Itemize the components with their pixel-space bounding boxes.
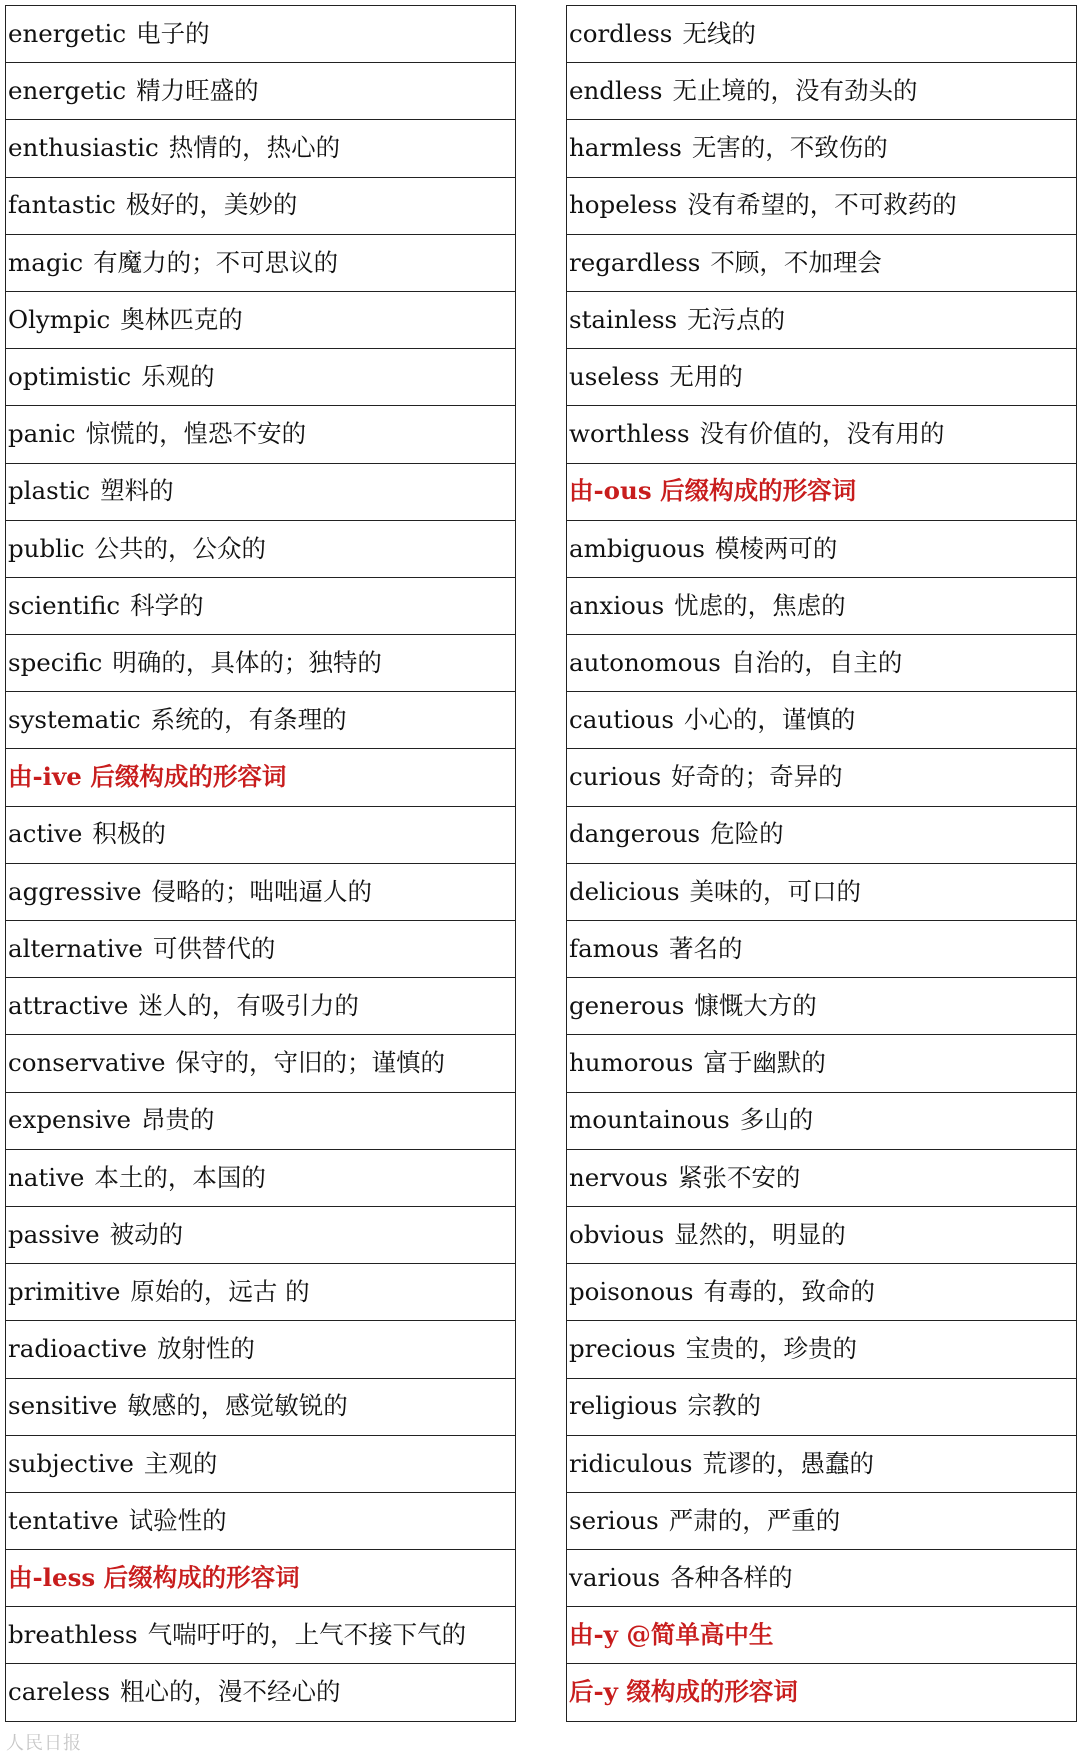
chinese-meaning: 明确的，具体的；独特的 — [112, 647, 382, 677]
vocab-cell — [567, 1092, 1077, 1149]
english-word: conservative — [8, 1048, 166, 1078]
vocab-cell — [6, 177, 516, 234]
vocab-cell — [567, 1206, 1077, 1263]
vocab-row — [6, 291, 516, 348]
chinese-meaning: 著名的 — [669, 933, 743, 963]
chinese-meaning: 主观的 — [143, 1448, 218, 1478]
vocab-cell — [567, 1435, 1077, 1492]
vocab-cell — [567, 1378, 1077, 1435]
chinese-meaning: 忧虑的，焦虑的 — [674, 590, 846, 620]
vocab-cell — [567, 921, 1077, 978]
chinese-meaning: 精力旺盛的 — [136, 76, 259, 106]
vocab-row — [6, 1492, 516, 1549]
chinese-meaning: 无用的 — [669, 361, 743, 391]
chinese-meaning: 系统的，有条理的 — [150, 705, 347, 735]
vocab-cell — [567, 6, 1077, 63]
chinese-meaning: 奥林匹克的 — [120, 304, 243, 334]
chinese-meaning: 自治的，自主的 — [730, 647, 903, 677]
section-header-row — [567, 463, 1077, 520]
chinese-meaning: 富于幽默的 — [703, 1048, 826, 1078]
english-word: scientific — [8, 590, 121, 620]
vocab-cell — [567, 692, 1077, 749]
english-word: active — [8, 819, 83, 849]
vocab-row — [567, 1378, 1077, 1435]
vocab-cell — [6, 1206, 516, 1263]
chinese-meaning: 紧张不安的 — [677, 1162, 801, 1192]
english-word: various — [569, 1562, 661, 1592]
english-word: expensive — [8, 1105, 132, 1135]
chinese-meaning: 严肃的，严重的 — [668, 1505, 841, 1535]
chinese-meaning: 好奇的；奇异的 — [671, 762, 843, 792]
vocab-row — [567, 6, 1077, 63]
vocab-row — [6, 1664, 516, 1721]
english-word: aggressive — [8, 876, 142, 906]
english-word: autonomous — [569, 647, 721, 677]
vocab-cell — [6, 463, 516, 520]
vocab-cell — [567, 63, 1077, 120]
chinese-meaning: 显然的，明显的 — [674, 1219, 846, 1249]
vocab-cell — [6, 806, 516, 863]
chinese-meaning: 极好的，美妙的 — [125, 190, 298, 220]
vocab-cell — [6, 349, 516, 406]
english-word: worthless — [569, 419, 690, 449]
vocab-row — [567, 749, 1077, 806]
vocab-cell — [567, 120, 1077, 177]
vocab-row — [567, 692, 1077, 749]
vocab-cell — [567, 406, 1077, 463]
vocab-row — [6, 463, 516, 520]
chinese-meaning: 放射性的 — [156, 1334, 255, 1364]
chinese-meaning: 慷慨大方的 — [694, 991, 817, 1021]
chinese-meaning: 原始的，远古 的 — [130, 1276, 310, 1306]
vocab-row — [567, 1492, 1077, 1549]
vocab-cell — [567, 1492, 1077, 1549]
section-header: 由-ous 后缀构成的形容词 — [567, 463, 1077, 520]
chinese-meaning: 各种各样的 — [670, 1562, 793, 1592]
vocab-row — [567, 1435, 1077, 1492]
vocab-row — [567, 1321, 1077, 1378]
vocab-row — [6, 921, 516, 978]
english-word: endless — [569, 76, 663, 106]
watermark-text: 人民日报 — [6, 1733, 82, 1754]
vocab-row — [6, 577, 516, 634]
vocab-cell — [6, 120, 516, 177]
english-word: energetic — [8, 76, 127, 106]
chinese-meaning: 无污点的 — [687, 304, 786, 334]
vocab-row — [6, 635, 516, 692]
english-word: Olympic — [8, 304, 111, 334]
english-word: alternative — [8, 933, 143, 963]
vocab-row — [6, 349, 516, 406]
vocab-row — [567, 120, 1077, 177]
english-word: nervous — [569, 1162, 668, 1192]
vocab-table-right — [566, 5, 1077, 1722]
vocab-cell — [6, 1092, 516, 1149]
english-word: subjective — [8, 1448, 134, 1478]
english-word: plastic — [8, 476, 91, 506]
vocab-cell — [567, 577, 1077, 634]
vocab-row — [6, 863, 516, 920]
section-header: 由-less 后缀构成的形容词 — [6, 1550, 516, 1607]
vocab-row — [567, 921, 1077, 978]
vocab-cell — [567, 863, 1077, 920]
chinese-meaning: 科学的 — [130, 590, 204, 620]
english-word: curious — [569, 762, 662, 792]
vocab-row — [6, 806, 516, 863]
english-word: regardless — [569, 247, 701, 277]
vocab-cell — [567, 520, 1077, 577]
vocab-row — [567, 520, 1077, 577]
vocab-cell — [6, 520, 516, 577]
vocab-row — [6, 6, 516, 63]
chinese-meaning: 侵略的；咄咄逼人的 — [151, 876, 373, 906]
vocab-cell — [567, 1264, 1077, 1321]
vocab-row — [567, 234, 1077, 291]
english-word: specific — [8, 647, 103, 677]
english-word: poisonous — [569, 1276, 694, 1306]
vocab-cell — [6, 1035, 516, 1092]
english-word: harmless — [569, 133, 682, 163]
vocab-row — [6, 406, 516, 463]
vocab-row — [6, 1378, 516, 1435]
chinese-meaning: 没有希望的，不可救药的 — [687, 190, 957, 220]
vocab-cell — [567, 291, 1077, 348]
chinese-meaning: 荒谬的，愚蠢的 — [702, 1448, 875, 1478]
vocab-cell — [6, 291, 516, 348]
english-word: tentative — [8, 1505, 119, 1535]
vocab-row — [6, 692, 516, 749]
chinese-meaning: 被动的 — [109, 1219, 184, 1249]
chinese-meaning: 模棱两可的 — [714, 533, 838, 563]
vocab-cell — [567, 1550, 1077, 1607]
english-word: cordless — [569, 18, 673, 48]
chinese-meaning: 没有价值的，没有用的 — [699, 419, 945, 449]
english-word: primitive — [8, 1276, 121, 1306]
vocab-row — [567, 177, 1077, 234]
section-header-row — [6, 1550, 516, 1607]
vocab-cell — [6, 1664, 516, 1721]
vocab-cell — [6, 1321, 516, 1378]
chinese-meaning: 本土的，本国的 — [94, 1162, 266, 1192]
vocab-row — [567, 577, 1077, 634]
chinese-meaning: 无线的 — [682, 18, 756, 48]
vocab-cell — [6, 1607, 516, 1664]
vocab-row — [567, 406, 1077, 463]
english-word: religious — [569, 1391, 678, 1421]
vocab-row — [567, 63, 1077, 120]
vocab-row — [567, 1035, 1077, 1092]
vocab-cell — [6, 692, 516, 749]
vocab-cell — [6, 1492, 516, 1549]
chinese-meaning: 电子的 — [136, 18, 210, 48]
english-word: precious — [569, 1334, 676, 1364]
english-word: sensitive — [8, 1391, 118, 1421]
english-word: energetic — [8, 18, 127, 48]
chinese-meaning: 多山的 — [739, 1105, 814, 1135]
chinese-meaning: 无害的，不致伤的 — [691, 133, 888, 163]
english-word: humorous — [569, 1048, 694, 1078]
vocab-row — [6, 234, 516, 291]
chinese-meaning: 宗教的 — [687, 1391, 762, 1421]
vocab-cell — [6, 1149, 516, 1206]
vocab-cell — [567, 806, 1077, 863]
vocab-row — [6, 978, 516, 1035]
vocab-cell — [6, 406, 516, 463]
vocab-cell — [567, 1321, 1077, 1378]
chinese-meaning: 宝贵的，珍贵的 — [685, 1334, 858, 1364]
chinese-meaning: 粗心的，漫不经心的 — [120, 1677, 341, 1707]
vocab-cell — [6, 978, 516, 1035]
chinese-meaning: 可供替代的 — [152, 933, 276, 963]
english-word: native — [8, 1162, 85, 1192]
english-word: public — [8, 533, 85, 563]
vocab-cell — [567, 749, 1077, 806]
chinese-meaning: 积极的 — [92, 819, 166, 849]
vocab-cell — [6, 635, 516, 692]
vocab-cell — [567, 635, 1077, 692]
english-word: radioactive — [8, 1334, 147, 1364]
english-word: stainless — [569, 304, 678, 334]
vocab-cell — [6, 1435, 516, 1492]
section-header: 由-ive 后缀构成的形容词 — [6, 749, 516, 806]
vocab-cell — [567, 1149, 1077, 1206]
english-word: systematic — [8, 705, 141, 735]
vocab-table-left — [5, 5, 516, 1722]
english-word: hopeless — [569, 190, 678, 220]
vocabulary-sheet — [5, 5, 1075, 1755]
vocab-row — [567, 806, 1077, 863]
chinese-meaning: 气喘吁吁的，上气不接下气的 — [147, 1620, 467, 1650]
vocab-row — [567, 1149, 1077, 1206]
english-word: attractive — [8, 991, 129, 1021]
chinese-meaning: 小心的，谨慎的 — [683, 705, 856, 735]
vocab-row — [567, 1092, 1077, 1149]
chinese-meaning: 不顾，不加理会 — [710, 247, 882, 277]
english-word: anxious — [569, 590, 665, 620]
vocab-row — [567, 291, 1077, 348]
english-word: optimistic — [8, 361, 132, 391]
vocab-row — [6, 1264, 516, 1321]
vocab-cell — [567, 978, 1077, 1035]
chinese-meaning: 昂贵的 — [141, 1105, 215, 1135]
vocab-row — [567, 635, 1077, 692]
chinese-meaning: 试验性的 — [128, 1505, 227, 1535]
vocab-cell — [6, 63, 516, 120]
chinese-meaning: 危险的 — [710, 819, 784, 849]
chinese-meaning: 迷人的，有吸引力的 — [138, 991, 359, 1021]
english-word: magic — [8, 247, 84, 277]
chinese-meaning: 美味的，可口的 — [689, 876, 862, 906]
section-header: 由-y @简单高中生 — [567, 1607, 1077, 1664]
vocab-row — [567, 978, 1077, 1035]
chinese-meaning: 保守的，守旧的；谨慎的 — [175, 1048, 446, 1078]
vocab-cell — [6, 921, 516, 978]
vocab-cell — [567, 1035, 1077, 1092]
vocab-row — [6, 63, 516, 120]
chinese-meaning: 公共的，公众的 — [94, 533, 267, 563]
chinese-meaning: 塑料的 — [100, 476, 174, 506]
section-header-row — [6, 749, 516, 806]
vocab-row — [6, 177, 516, 234]
chinese-meaning: 有毒的，致命的 — [703, 1276, 875, 1306]
chinese-meaning: 乐观的 — [141, 361, 215, 391]
vocab-cell — [6, 863, 516, 920]
english-word: ridiculous — [569, 1448, 693, 1478]
vocab-cell — [567, 177, 1077, 234]
vocab-cell — [6, 577, 516, 634]
english-word: useless — [569, 361, 660, 391]
vocab-cell — [6, 6, 516, 63]
vocab-row — [567, 1550, 1077, 1607]
english-word: obvious — [569, 1219, 665, 1249]
vocab-row — [6, 520, 516, 577]
vocab-row — [6, 1092, 516, 1149]
vocab-row — [567, 1264, 1077, 1321]
chinese-meaning: 无止境的，没有劲头的 — [672, 76, 918, 106]
vocab-row — [6, 1321, 516, 1378]
english-word: serious — [569, 1505, 659, 1535]
english-word: famous — [569, 933, 660, 963]
vocab-row — [6, 1435, 516, 1492]
english-word: enthusiastic — [8, 133, 159, 163]
vocab-row — [6, 1035, 516, 1092]
vocab-cell — [6, 1264, 516, 1321]
chinese-meaning: 惊慌的，惶恐不安的 — [85, 419, 307, 449]
vocab-row — [6, 1149, 516, 1206]
vocab-row — [6, 120, 516, 177]
vocab-cell — [6, 234, 516, 291]
english-word: ambiguous — [569, 533, 705, 563]
english-word: delicious — [569, 876, 680, 906]
vocab-row — [567, 1206, 1077, 1263]
english-word: mountainous — [569, 1105, 730, 1135]
chinese-meaning: 热情的，热心的 — [168, 133, 341, 163]
english-word: dangerous — [569, 819, 701, 849]
english-word: fantastic — [8, 190, 116, 220]
vocab-row — [6, 1607, 516, 1664]
english-word: cautious — [569, 705, 674, 735]
vocab-row — [6, 1206, 516, 1263]
chinese-meaning: 有魔力的；不可思议的 — [93, 247, 339, 277]
vocab-row — [567, 863, 1077, 920]
chinese-meaning: 敏感的，感觉敏锐的 — [127, 1391, 348, 1421]
english-word: passive — [8, 1219, 100, 1249]
section-header-row — [567, 1664, 1077, 1721]
section-header: 后-y 缀构成的形容词 — [567, 1664, 1077, 1721]
vocab-cell — [567, 349, 1077, 406]
vocab-row — [567, 349, 1077, 406]
english-word: generous — [569, 991, 685, 1021]
english-word: breathless — [8, 1620, 138, 1650]
vocab-cell — [567, 234, 1077, 291]
vocab-cell — [6, 1378, 516, 1435]
english-word: panic — [8, 419, 76, 449]
english-word: careless — [8, 1677, 111, 1707]
section-header-row — [567, 1607, 1077, 1664]
